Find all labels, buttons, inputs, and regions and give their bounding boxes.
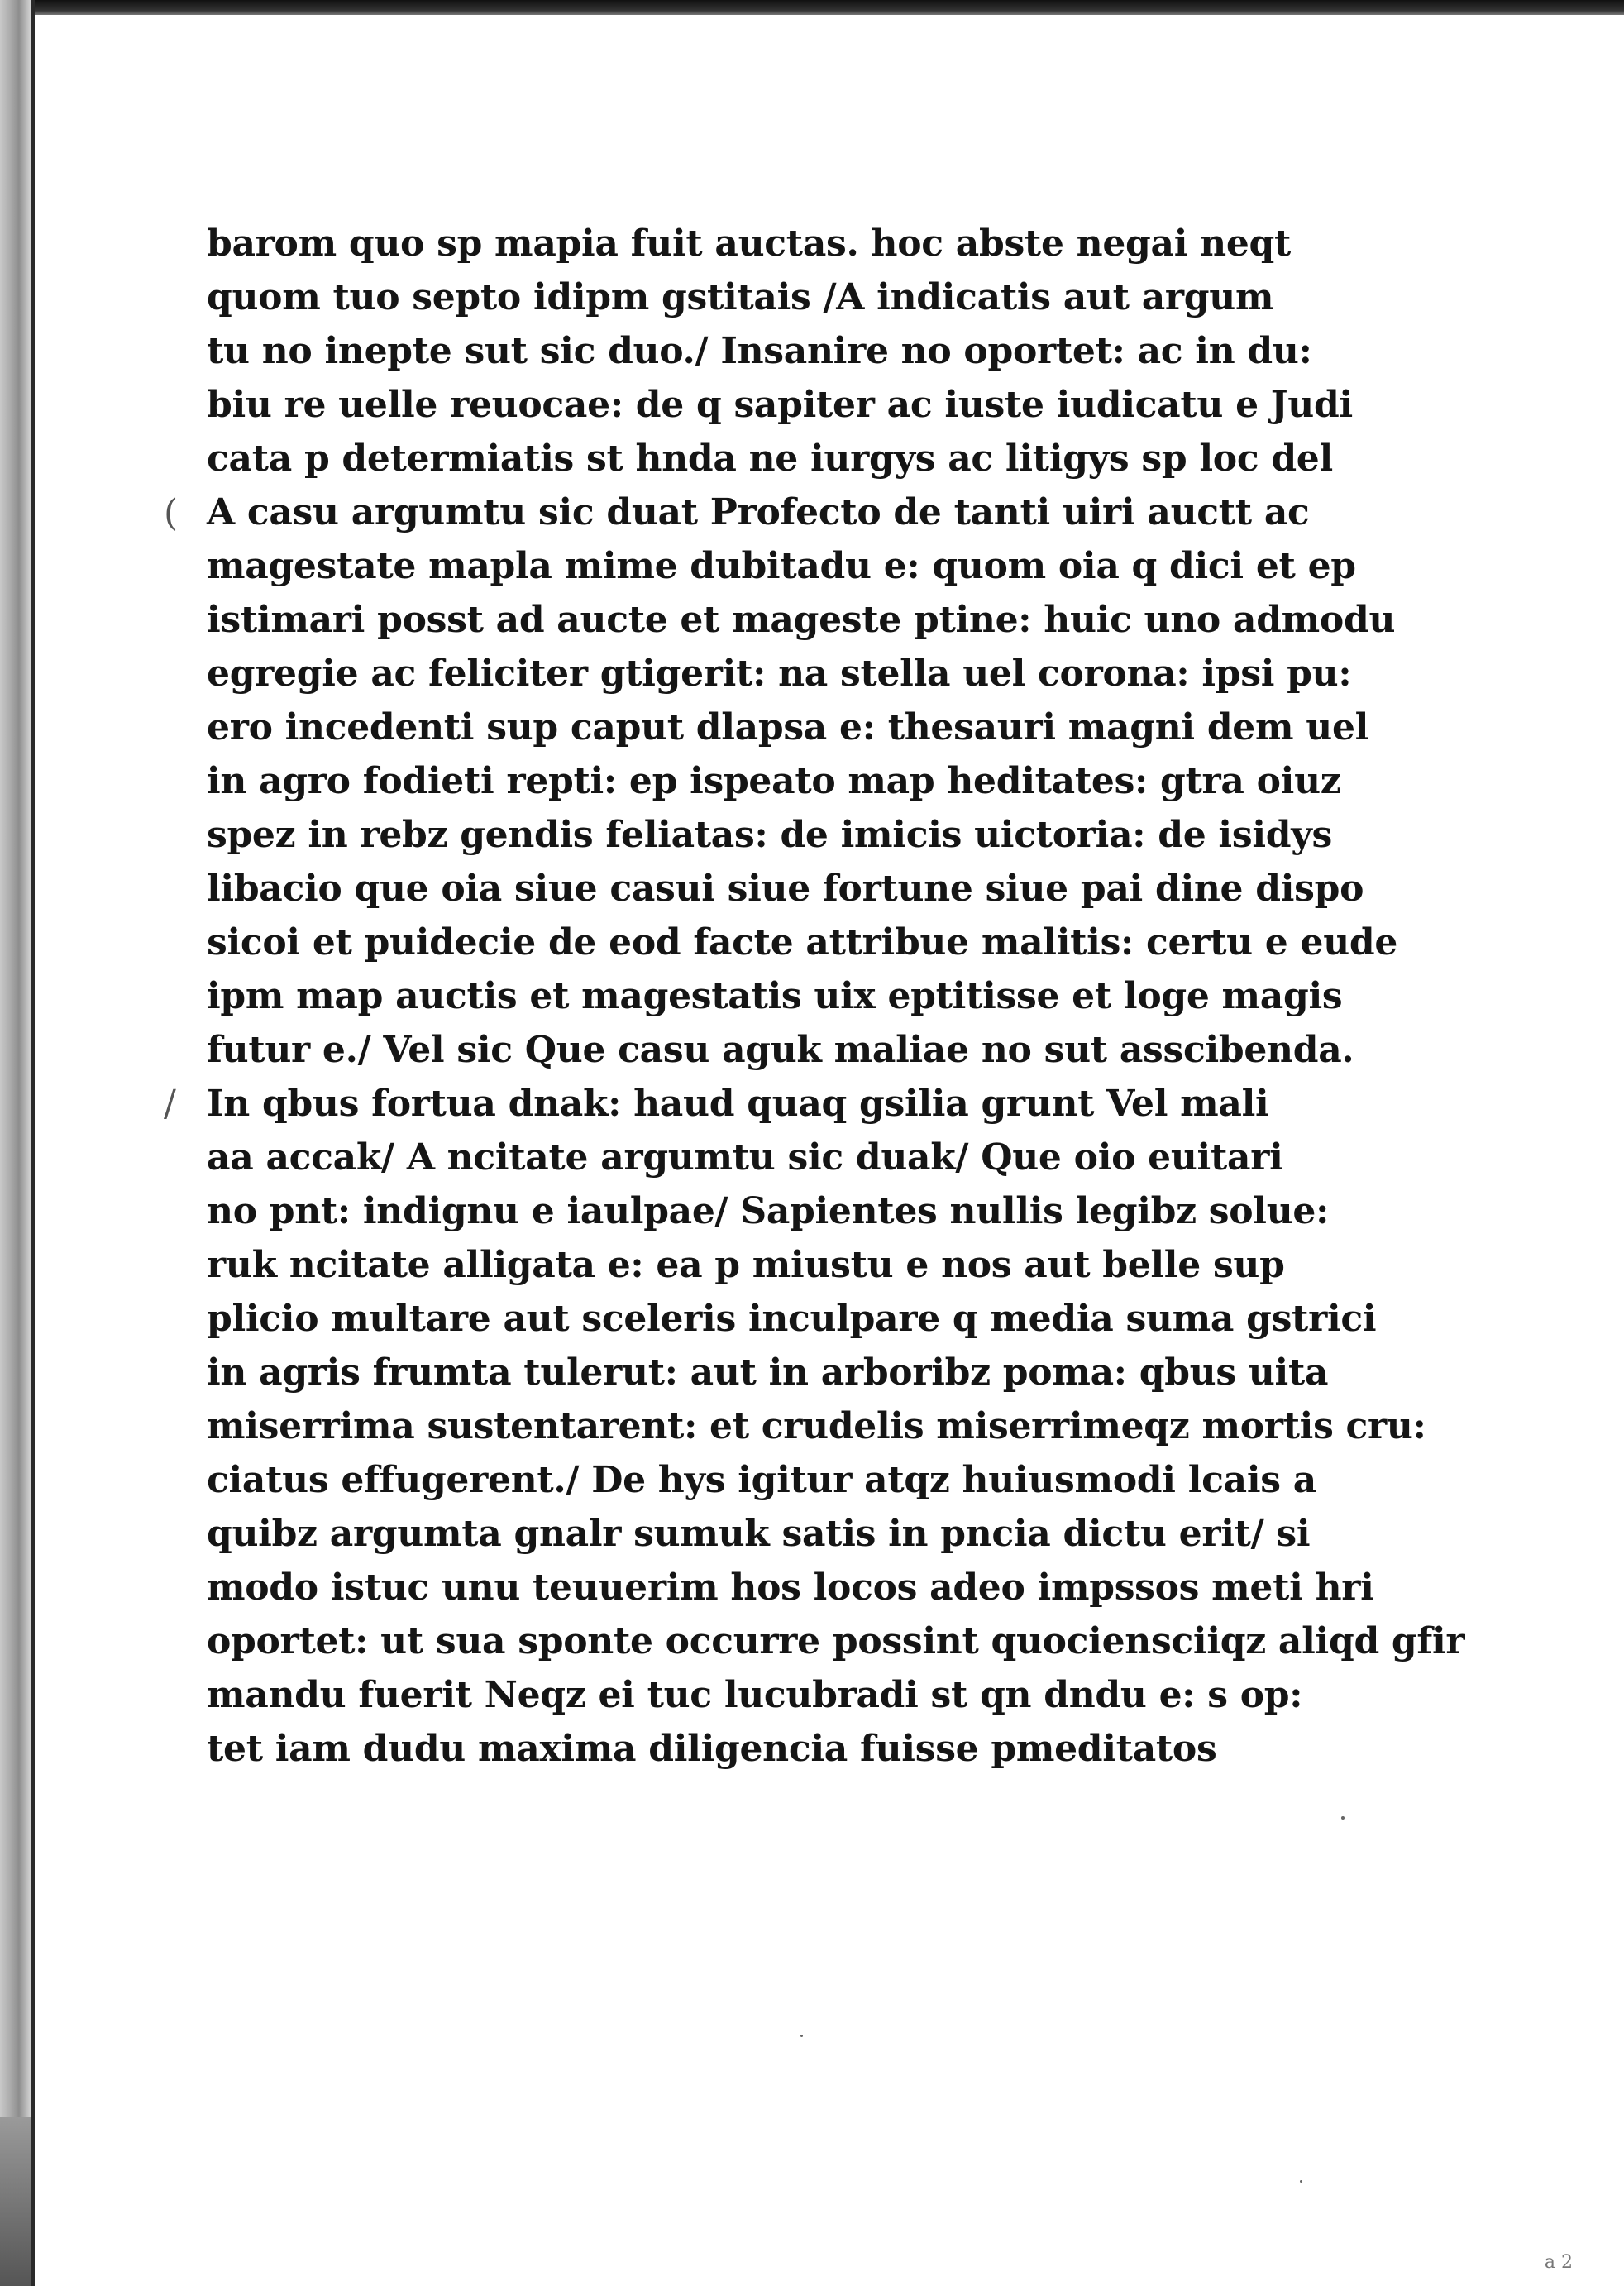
text-line: barom quo sp mapia fuit auctas. hoc abste negai neqt [207,222,1292,265]
text-column [207,217,1465,1776]
text-line: plicio multare aut sceleris inculpare q media suma gstrici [207,1298,1377,1340]
text-line: cata p determiatis st hnda ne iurgys ac litigys sp loc del [207,438,1333,480]
text-line: no pnt: indignu e iaulpae/ Sapientes nullis legibz solue: [207,1190,1330,1232]
text-line: quom tuo septo idipm gstitais /A indicatis aut argum [207,276,1274,318]
text-line: biu re uelle reuocae: de q sapiter ac iuste iudicatu e Judi [207,384,1353,426]
text-line: spez in rebz gendis feliatas: de imicis uictoria: de isidys [207,814,1332,856]
text-line: istimari posst ad aucte et mageste ptine: huic uno admodu [207,599,1396,641]
text-line: in agro fodieti repti: ep ispeato map heditates: gtra oiuz [207,760,1341,802]
gutter-bottom-shadow [0,2117,31,2286]
text-line: In qbus fortua dnak: haud quaq gsilia grunt Vel mali [207,1083,1269,1125]
text-line: modo istuc unu teuuerim hos locos adeo impssos meti hri [207,1566,1374,1609]
text-line: A casu argumtu sic duat Profecto de tanti uiri auctt ac [207,491,1310,533]
text-line: futur e./ Vel sic Que casu aguk maliae no sut asscibenda. [207,1029,1354,1071]
ink-speck [1341,1816,1345,1820]
text-line: ruk ncitate alligata e: ea p miustu e nos aut belle sup [207,1244,1285,1286]
text-line: aa accak/ A ncitate argumtu sic duak/ Que oio euitari [207,1136,1283,1179]
text-line: mandu fuerit Neqz ei tuc lucubradi st qn dndu e: s op: [207,1674,1303,1716]
text-line: quibz argumta gnalr sumuk satis in pncia dictu erit/ si [207,1513,1311,1555]
folio-signature: a 2 [1544,2252,1573,2273]
text-line: ciatus effugerent./ De hys igitur atqz huiusmodi lcais a [207,1459,1316,1501]
text-line: ero incedenti sup caput dlapsa e: thesauri magni dem uel [207,706,1369,748]
text-line: miserrima sustentarent: et crudelis miserrimeqz mortis cru: [207,1405,1426,1447]
text-line: magestate mapla mime dubitadu e: quom oia q dici et ep [207,545,1356,587]
ink-speck [800,2035,803,2037]
text-line: ipm map auctis et magestatis uix eptitisse et loge magis [207,975,1343,1017]
scanner-top-edge [0,0,1624,15]
text-line: tet iam dudu maxima diligencia fuisse pmeditatos [207,1728,1217,1770]
text-line: tu no inepte sut sic duo./ Insanire no oportet: ac in du: [207,330,1312,372]
text-line: egregie ac feliciter gtigerit: na stella uel corona: ipsi pu: [207,653,1352,695]
paragraph-mark: / [164,1083,176,1125]
text-line: in agris frumta tulerut: aut in arboribz poma: qbus uita [207,1351,1329,1394]
text-line: libacio que oia siue casui siue fortune siue pai dine dispo [207,868,1364,910]
book-gutter [0,0,31,2286]
paragraph-mark: ( [164,492,179,534]
ink-speck [1300,2180,1302,2183]
text-line: oportet: ut sua sponte occurre possint quociensciiqz aliqd gfir [207,1620,1465,1662]
text-line: sicoi et puidecie de eod facte attribue malitis: certu e eude [207,921,1398,964]
